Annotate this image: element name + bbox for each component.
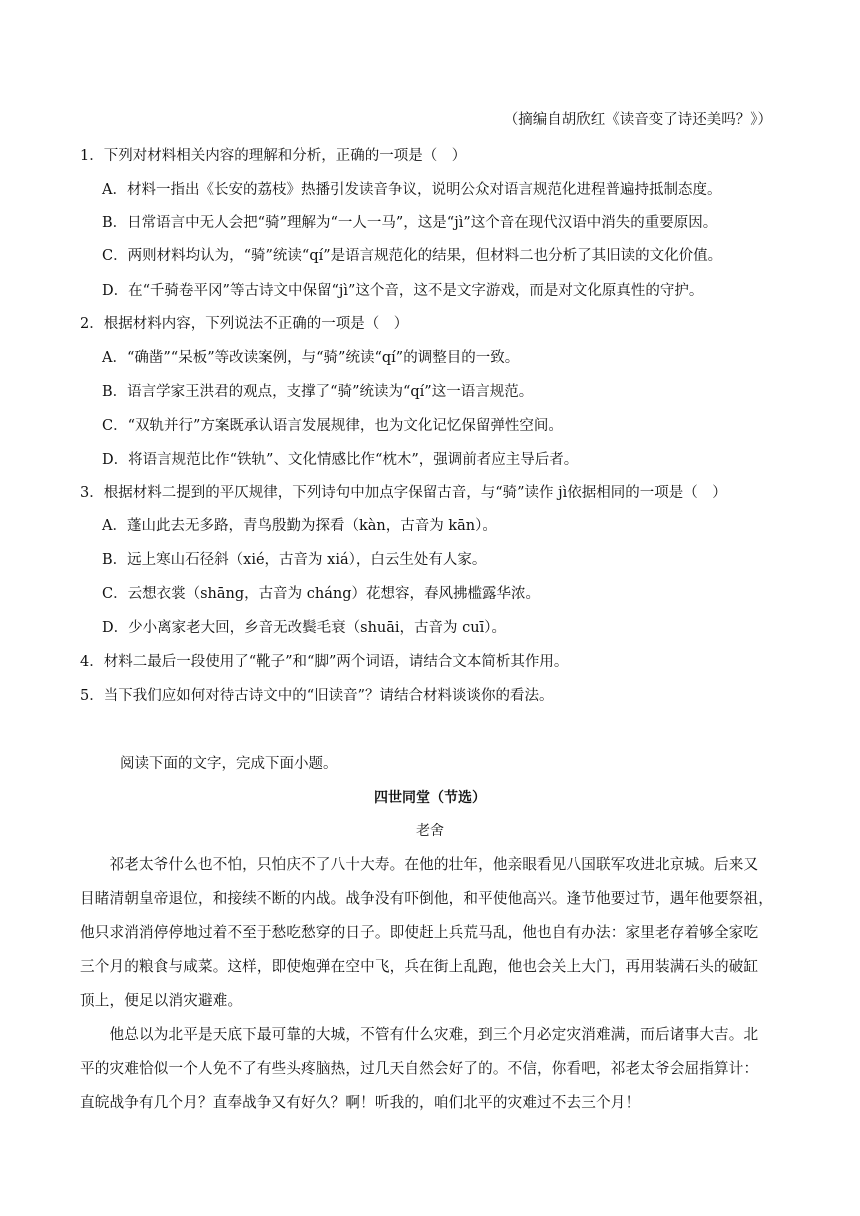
question-1-option-b: B．日常语言中无人会把“骑”理解为“一人一马”，这是“jì”这个音在现代汉语中消失的重要原因。 (102, 215, 718, 231)
question-2-option-b: B．语言学家王洪君的观点，支撑了“骑”统读为“qí”这一语言规范。 (102, 384, 534, 400)
question-3-option-c: C．云想衣裳（shāng，古音为 cháng）花想容，春风拂槛露华浓。 (102, 586, 540, 602)
question-2-option-c: C．“双轨并行”方案既承认语言发展规律，也为文化记忆保留弹性空间。 (102, 418, 563, 434)
question-3-option-b: B．远上寒山石径斜（xié，古音为 xiá），白云生处有人家。 (102, 552, 487, 568)
question-3-option-d: D．少小离家老大回，乡音无改鬓毛衰（shuāi，古音为 cuī）。 (102, 620, 506, 636)
passage-line: 他总以为北平是天底下最可靠的大城，不管有什么灾难，到三个月必定灾消难满，而后诸事大吉。北 (80, 1026, 759, 1043)
passage-line: 三个月的粮食与咸菜。这样，即使炮弹在空中飞，兵在街上乱跑，他也会关上大门，再用装满石头的破缸 (80, 958, 759, 975)
passage-author: 老舍 (416, 823, 444, 839)
question-2-stem: 2．根据材料内容，下列说法不正确的一项是（ ） (80, 316, 409, 332)
question-3-stem: 3．根据材料二提到的平仄规律，下列诗句中加点字保留古音，与“骑”读作 jì依据相同的一项是（ ） (80, 485, 727, 501)
question-1-option-a: A．材料一指出《长安的荔枝》热播引发读音争议，说明公众对语言规范化进程普遍持抵制态度。 (102, 182, 722, 198)
passage-line: 祁老太爷什么也不怕，只怕庆不了八十大寿。在他的壮年，他亲眼看见八国联军攻进北京城。后来又 (80, 856, 759, 873)
question-2-option-a: A．“确凿”“呆板”等改读案例，与“骑”统读“qí”的调整目的一致。 (102, 350, 520, 366)
passage-line: 平的灾难恰似一个人免不了有些头疼脑热，过几天自然会好了的。不信，你看吧，祁老太爷会屈指算计： (80, 1060, 759, 1077)
question-2-option-d: D．将语言规范比作“铁轨”、文化情感比作“枕木”，强调前者应主导后者。 (102, 452, 579, 468)
reading-instruction: 阅读下面的文字，完成下面小题。 (120, 756, 338, 772)
question-4-stem: 4．材料二最后一段使用了“靴子”和“脚”两个词语，请结合文本简析其作用。 (80, 654, 569, 670)
passage-title: 四世同堂（节选） (374, 790, 486, 806)
question-1-option-c: C．两则材料均认为，“骑”统读“qí”是语言规范化的结果，但材料二也分析了其旧读的文化价值。 (102, 248, 723, 264)
question-5-stem: 5．当下我们应如何对待古诗文中的“旧读音”？请结合材料谈谈你的看法。 (80, 688, 554, 704)
question-3-option-a: A．蓬山此去无多路，青鸟殷勤为探看（kàn，古音为 kān）。 (102, 518, 497, 534)
source-citation: （摘编自胡欣红《读音变了诗还美吗？》） (503, 112, 772, 128)
passage-line: 他只求消消停停地过着不至于愁吃愁穿的日子。即使赶上兵荒马乱，他也自有办法：家里老存着够全家吃 (80, 924, 759, 941)
passage-line: 顶上，便足以消灾避难。 (80, 992, 243, 1009)
question-1-stem: 1．下列对材料相关内容的理解和分析，正确的一项是（ ） (80, 148, 467, 164)
question-1-option-d: D．在“千骑卷平冈”等古诗文中保留“jì”这个音，这不是文字游戏，而是对文化原真性的守护。 (102, 283, 704, 299)
passage-line: 目睹清朝皇帝退位，和接续不断的内战。战争没有吓倒他，和平使他高兴。逢节他要过节，遇年他要祭祖， (80, 890, 773, 907)
passage-line: 直皖战争有几个月？直奉战争又有好久？啊！听我的，咱们北平的灾难过不去三个月！ (80, 1094, 641, 1111)
